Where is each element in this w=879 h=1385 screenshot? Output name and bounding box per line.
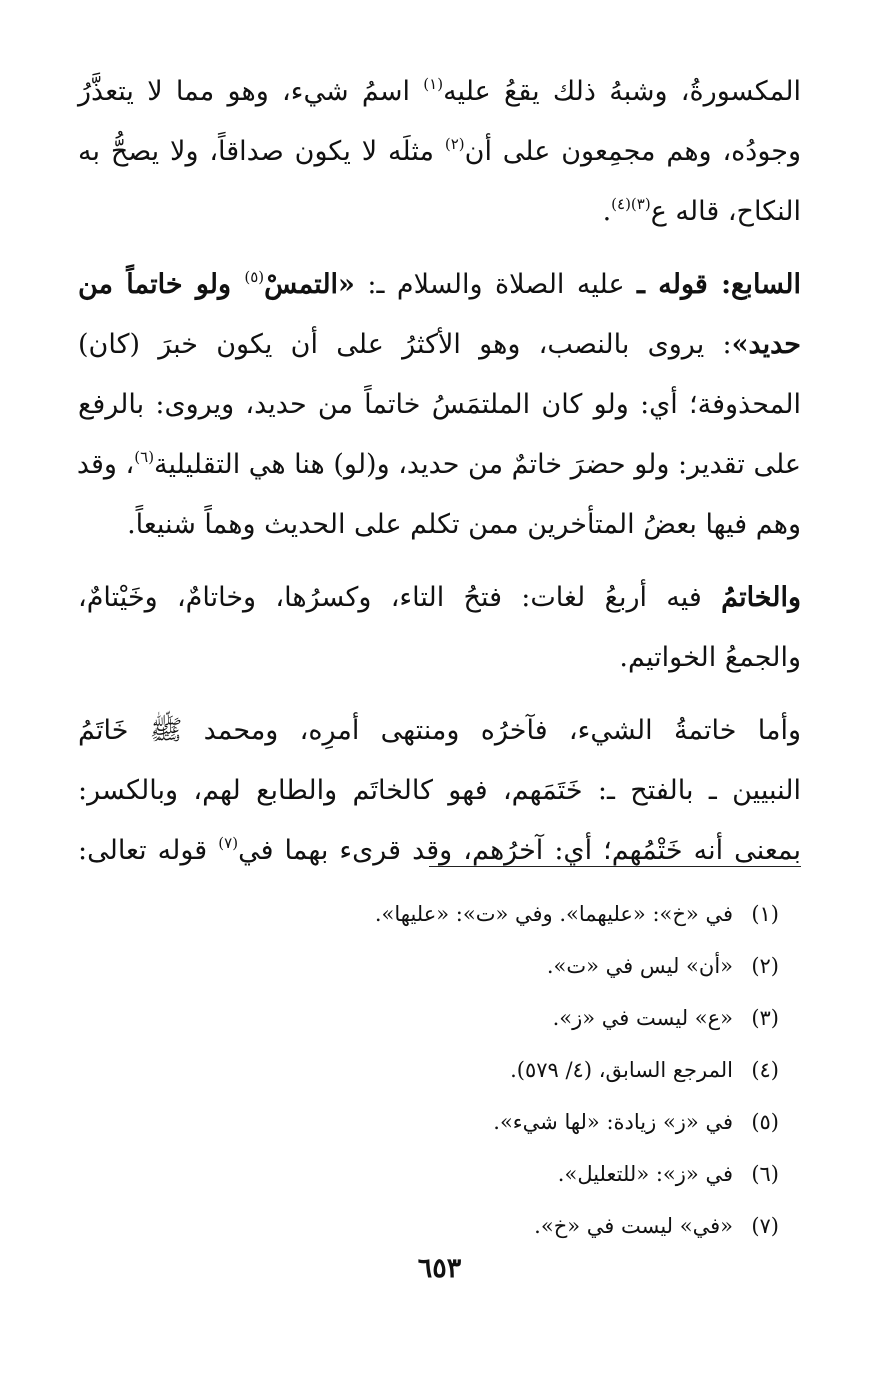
- footnote: [100, 888, 779, 940]
- text-line: [78, 568, 801, 628]
- footnote-number: (٦): [751, 1162, 779, 1186]
- footnote: [100, 1044, 779, 1096]
- text-line: وهم فيها بعضُ المتأخرين ممن تكلم على الحديث وهماً شنيعاً.: [127, 509, 801, 540]
- main-text: [78, 62, 801, 881]
- footnote-number: (٧): [751, 1214, 779, 1238]
- footnote: [100, 992, 779, 1044]
- text-run: النكاح، قاله ع: [650, 196, 801, 227]
- paragraph-gap: [78, 242, 801, 255]
- text-line: [78, 122, 801, 182]
- footnote-marker[interactable]: (٣)(٤): [611, 195, 651, 213]
- footnote-number: (٥): [751, 1110, 779, 1134]
- footnote-number: (٢): [751, 954, 779, 978]
- text-run: قوله تعالى:: [78, 835, 219, 866]
- hadith-quote: ولو خاتماً من: [78, 269, 245, 300]
- text-line: [78, 182, 801, 242]
- footnote-number: (٣): [751, 1006, 779, 1030]
- footnote-separator: [429, 866, 801, 867]
- text-line: والجمعُ الخواتيم.: [619, 642, 801, 673]
- text-run: فيه أربعُ لغات: فتحُ التاء، وكسرُها، وخاتامٌ، وخَيْتامٌ،: [78, 582, 722, 613]
- paragraph-gap: [78, 555, 801, 568]
- text-line: المحذوفة؛ أي: ولو كان الملتمَسُ خاتماً من حديد، ويروى: بالرفع: [78, 389, 801, 420]
- text-run: على تقدير: ولو حضرَ خاتمٌ من حديد، و(لو) هنا هي التقليلية: [154, 449, 801, 480]
- hadith-quote: «التمسْ: [264, 269, 355, 300]
- footnote: [100, 1200, 779, 1252]
- page-number: ٦٥٣: [417, 1253, 462, 1284]
- footnote-marker[interactable]: (٧): [218, 834, 239, 852]
- footnote: [100, 940, 779, 992]
- text-run: .: [602, 196, 612, 227]
- text-line: [78, 62, 801, 122]
- footnote: [100, 1148, 779, 1200]
- text-run: عليه الصلاة والسلام ـ:: [354, 269, 638, 300]
- term-run: والخاتمُ: [721, 582, 801, 613]
- footnote-number: (٤): [751, 1058, 779, 1082]
- text-line: النبيين ـ بالفتح ـ: خَتَمَهم، فهو كالخاتَم والطابع لهم، وبالكسر:: [78, 775, 801, 806]
- footnote-marker[interactable]: (٥): [244, 268, 265, 286]
- footnote-text: «في» ليست في «خ».: [534, 1214, 733, 1238]
- text-line: [78, 821, 801, 881]
- text-line: [78, 315, 801, 375]
- text-run: المكسورةُ، وشبهُ ذلك يقعُ عليه: [443, 76, 801, 107]
- hadith-quote: حديد»: [731, 329, 801, 360]
- text-run: اسمُ شيء، وهو مما لا يتعذَّرُ: [78, 76, 424, 107]
- footnote-text: في «خ»: «عليهما». وفي «ت»: «عليها».: [374, 902, 733, 926]
- footnote: [100, 1096, 779, 1148]
- text-run: بمعنى أنه خَتْمُهم؛ أي: آخرُهم، وقد قرىء بهما في: [238, 835, 801, 866]
- text-run: وجودُه، وهم مجمِعون على أن: [464, 136, 802, 167]
- footnote-text: في «ز» زيادة: «لها شيء».: [493, 1110, 733, 1134]
- footnote-marker[interactable]: (١): [423, 75, 444, 93]
- footnote-marker[interactable]: (٦): [134, 448, 155, 466]
- footnote-text: المرجع السابق، (٤/ ٥٧٩).: [510, 1058, 733, 1082]
- text-run: مثلَه لا يكون صداقاً، ولا يصحُّ به: [78, 136, 445, 167]
- footnote-text: «ع» ليست في «ز».: [552, 1006, 733, 1030]
- footnote-text: في «ز»: «للتعليل».: [557, 1162, 733, 1186]
- text-line: [78, 435, 801, 495]
- paragraph-gap: [78, 688, 801, 701]
- footnote-number: (١): [751, 902, 779, 926]
- text-run: ، وقد: [76, 449, 135, 480]
- footnotes: [100, 888, 779, 1252]
- footnote-marker[interactable]: (٢): [444, 135, 465, 153]
- footnote-text: «أن» ليس في «ت».: [546, 954, 733, 978]
- heading-run: السابع: قوله ـ: [637, 269, 801, 300]
- text-line: [78, 255, 801, 315]
- text-line: وأما خاتمةُ الشيء، فآخرُه ومنتهى أمرِه، ومحمد ﷺ خَاتَمُ: [78, 715, 801, 746]
- text-run: : يروى بالنصب، وهو الأكثرُ على أن يكون خبرَ (كان): [78, 329, 732, 360]
